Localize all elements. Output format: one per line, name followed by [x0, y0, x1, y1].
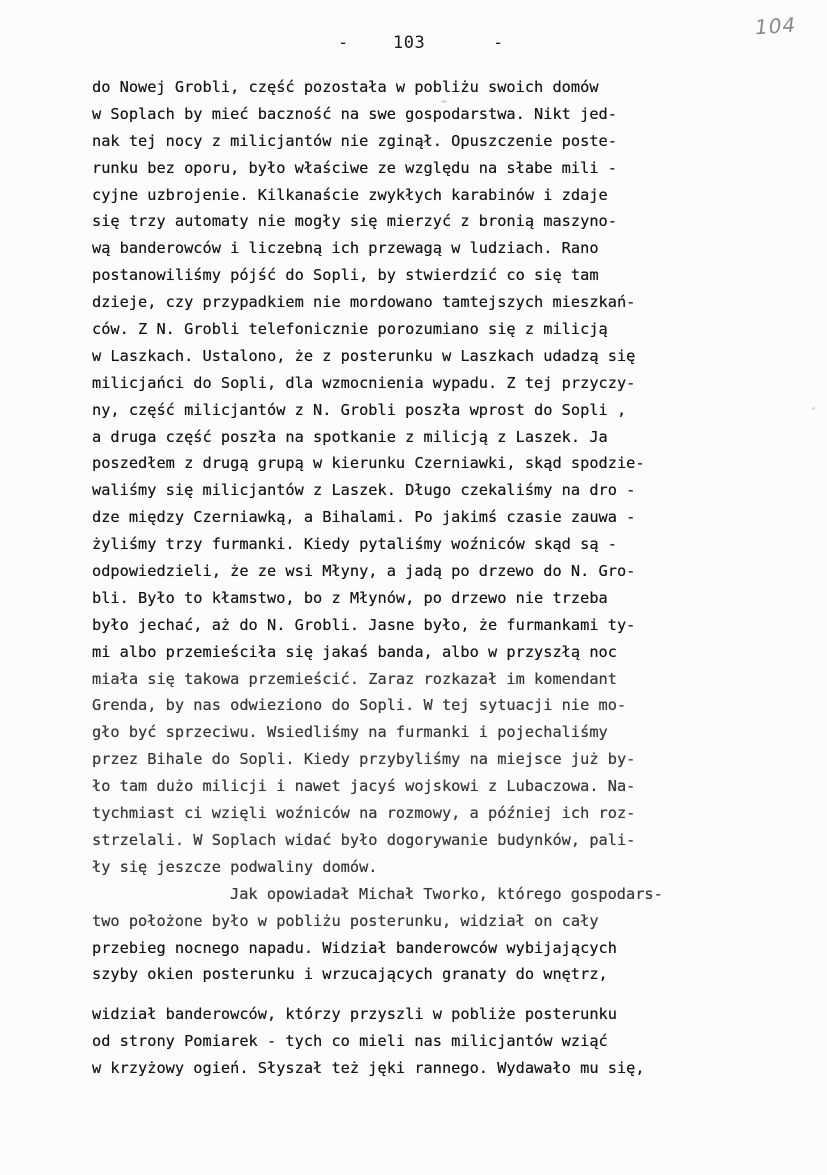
text-line: przez Bihale do Sopli. Kiedy przybyliśmy na miejsce już by-	[92, 750, 636, 769]
page-number: 103	[393, 33, 426, 53]
text-line: two położone było w pobliżu posterunku, widział on cały	[92, 911, 599, 930]
text-line: gło być sprzeciwu. Wsiedliśmy na furmanki i pojechaliśmy	[92, 723, 608, 742]
text-line: dzieje, czy przypadkiem nie mordowano tamtejszych mieszkań-	[92, 293, 636, 312]
text-line: odpowiedzieli, że ze wsi Młyny, a jadą po drzewo do N. Gro-	[92, 562, 636, 581]
text-line: nak tej nocy z milicjantów nie zginął. Opuszczenie poste-	[92, 131, 617, 150]
text-line: poszedłem z drugą grupą w kierunku Czerniawki, skąd spodzie-	[92, 454, 645, 473]
text-line: ny, część milicjantów z N. Grobli poszła wprost do Sopli ,	[92, 400, 627, 419]
text-line: w Laszkach. Ustalono, że z posterunku w Laszkach udadzą się	[92, 346, 636, 365]
text-line: milicjańci do Sopli, dla wzmocnienia wypadu. Z tej przyczy-	[92, 373, 636, 392]
typewritten-body	[92, 74, 792, 1082]
handwritten-archive-number: 104	[754, 12, 797, 40]
page-header	[0, 33, 827, 57]
text-line: tychmiast ci wzięli woźniców na rozmowy, a później ich roz-	[92, 804, 636, 823]
text-line: bli. Było to kłamstwo, bo z Młynów, po drzewo nie trzeba	[92, 588, 608, 607]
text-line: było jechać, aż do N. Grobli. Jasne było, że furmankami ty-	[92, 615, 636, 634]
text-line: ło tam dużo milicji i nawet jacyś wojskowi z Lubaczowa. Na-	[92, 777, 636, 796]
text-line: do Nowej Grobli, część pozostała w pobliżu swoich domów	[92, 78, 599, 96]
text-line: ców. Z N. Grobli telefonicznie porozumiano się z milicją	[92, 320, 608, 339]
text-line: przebieg nocnego napadu. Widział banderowców wybijających	[92, 938, 617, 957]
text-line: w Soplach by mieć baczność na swe gospodarstwa. Nikt jed-	[92, 104, 617, 123]
text-line: szyby okien posterunku i wrzucających granaty do wnętrz,	[92, 965, 608, 984]
text-line: strzelali. W Soplach widać było dogorywanie budynków, pali-	[92, 830, 636, 849]
text-line: widział banderowców, którzy przyszli w pobliże posterunku	[92, 1005, 617, 1024]
text-line: od strony Pomiarek - tych co mieli nas milicjantów wziąć	[92, 1032, 608, 1051]
text-line: dze między Czerniawką, a Bihalami. Po jakimś czasie zauwa -	[92, 508, 636, 527]
text-line: cyjne uzbrojenie. Kilkanaście zwykłych karabinów i zdaje	[92, 185, 608, 204]
text-line: żyliśmy trzy furmanki. Kiedy pytaliśmy woźniców skąd są -	[92, 535, 617, 554]
text-line: ły się jeszcze podwaliny domów.	[92, 857, 378, 876]
header-dash-left: -	[338, 33, 349, 53]
text-line: mi albo przemieściła się jakaś banda, albo w przyszłą noc	[92, 642, 617, 661]
text-line: postanowiliśmy pójść do Sopli, by stwierdzić co się tam	[92, 266, 599, 285]
text-line: się trzy automaty nie mogły się mierzyć z bronią maszyno-	[92, 212, 617, 231]
text-line: runku bez oporu, było właściwe ze względu na słabe mili -	[92, 158, 617, 177]
text-line: a druga część poszła na spotkanie z milicją z Laszek. Ja	[92, 427, 608, 446]
text-line: w krzyżowy ogień. Słyszał też jęki rannego. Wydawało mu się,	[92, 1059, 645, 1078]
text-line: wą banderowców i liczebną ich przewagą w ludziach. Rano	[92, 239, 599, 258]
paragraph-start-line: Jak opowiadał Michał Tworko, którego gospodars-	[230, 884, 663, 903]
scan-speck-mark	[812, 407, 815, 410]
text-line: waliśmy się milicjantów z Laszek. Długo czekaliśmy na dro -	[92, 481, 636, 500]
text-line: Grenda, by nas odwieziono do Sopli. W tej sytuacji nie mo-	[92, 696, 627, 715]
text-line: miała się takowa przemieścić. Zaraz rozkazał im komendant	[92, 669, 617, 688]
scan-speck-mark	[441, 100, 447, 103]
header-dash-right: -	[493, 33, 504, 53]
